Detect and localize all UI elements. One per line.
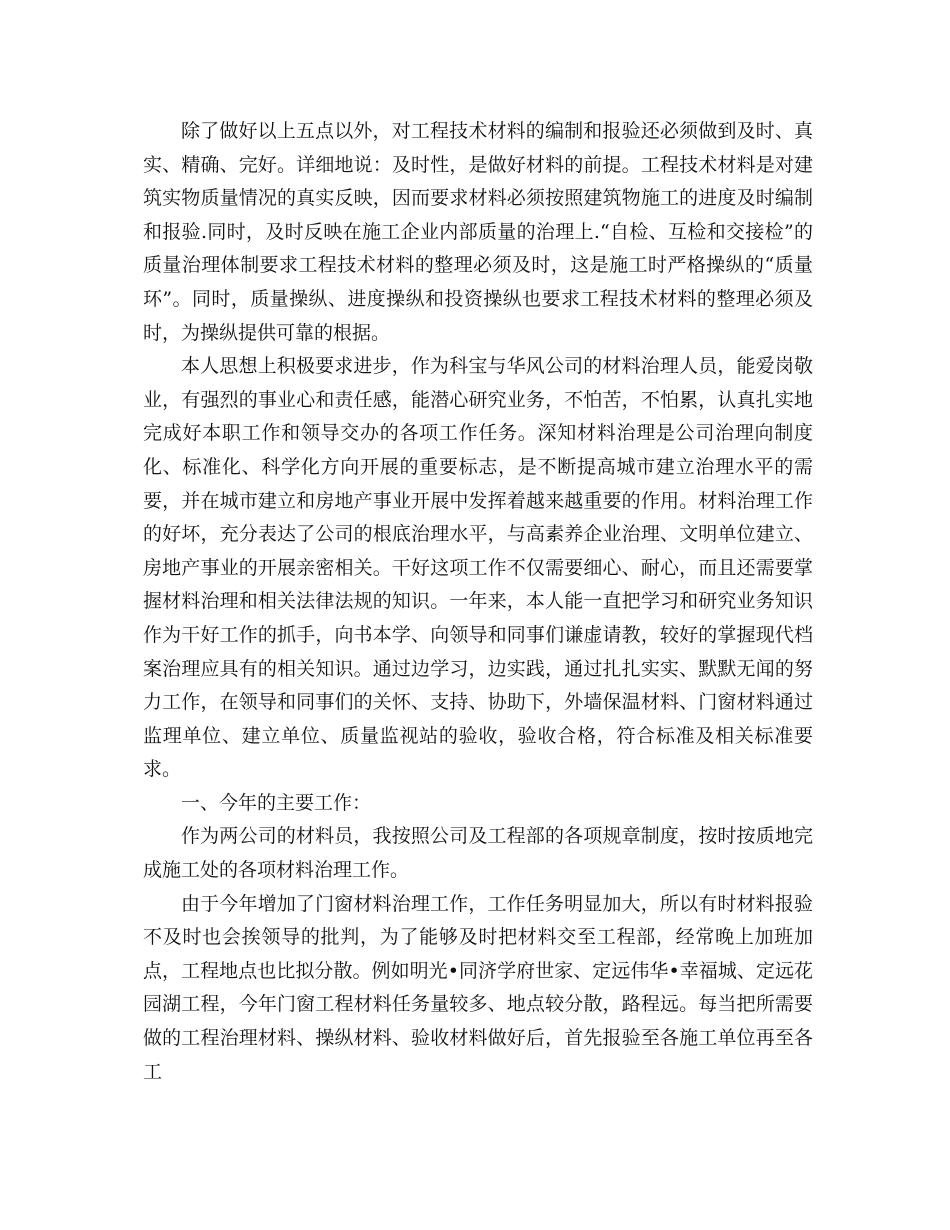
paragraph-personal-progress: 本人思想上积极要求进步，作为科宝与华风公司的材料治理人员，能爱岗敬业，有强烈的事业心和责任感，能潜心研究业务，不怕苦，不怕累，认真扎实地完成好本职工作和领导交办的各项工作任务。深知材料治理是公司治理向制度化、标准化、科学化方向开展的重要标志，是不断提高城市建立治理水平的需要，并在城市建立和房地产事业开展中发挥着越来越重要的作用。材料治理工作的好坏，充分表达了公司的根底治理水平，与高素养企业治理、文明单位建立、房地产事业的开展亲密相关。干好这项工作不仅需要细心、耐心，而且还需要掌握材料治理和相关法律法规的知识。一年来，本人能一直把学习和研究业务知识作为干好工作的抓手，向书本学、向领导和同事们谦虚请教，较好的掌握现代档案治理应具有的相关知识。通过边学习，边实践，通过扎扎实实、默默无闻的努力工作，在领导和同事们的关怀、支持、协助下，外墙保温材料、门窗材料通过监理单位、建立单位、质量监视站的验收，验收合格，符合标准及相关标准要求。	[143, 355, 813, 781]
paragraph-material-timeliness: 除了做好以上五点以外，对工程技术材料的编制和报验还必须做到及时、真实、精确、完好。详细地说：及时性，是做好材料的前提。工程技术材料是对建筑实物质量情况的真实反映，因而要求材料必须按照建筑物施工的进度及时编制和报验.同时，及时反映在施工企业内部质量的治理上.“自检、互检和交接检”的质量治理体制要求工程技术材料的整理必须及时，这是施工时严格操纵的“质量环”。同时，质量操纵、进度操纵和投资操纵也要求工程技术材料的整理必须及时，为操纵提供可靠的根据。	[143, 120, 813, 344]
section-heading-main-work: 一、今年的主要工作：	[181, 791, 372, 814]
document-body	[143, 115, 813, 1089]
paragraph-material-clerk-duties: 作为两公司的材料员，我按照公司及工程部的各项规章制度，按时按质地完成施工处的各项材料治理工作。	[143, 825, 813, 882]
paragraph-workload-increase: 由于今年增加了门窗材料治理工作，工作任务明显加大，所以有时材料报验不及时也会挨领导的批判，为了能够及时把材料交至工程部，经常晚上加班加点，工程地点也比拟分散。例如明光•同济学府世家、定远伟华•幸福城、定远花园湖工程，今年门窗工程材料任务量较多、地点较分散，路程远。每当把所需要做的工程治理材料、操纵材料、验收材料做好后，首先报验至各施工单位再至各工	[143, 892, 813, 1083]
